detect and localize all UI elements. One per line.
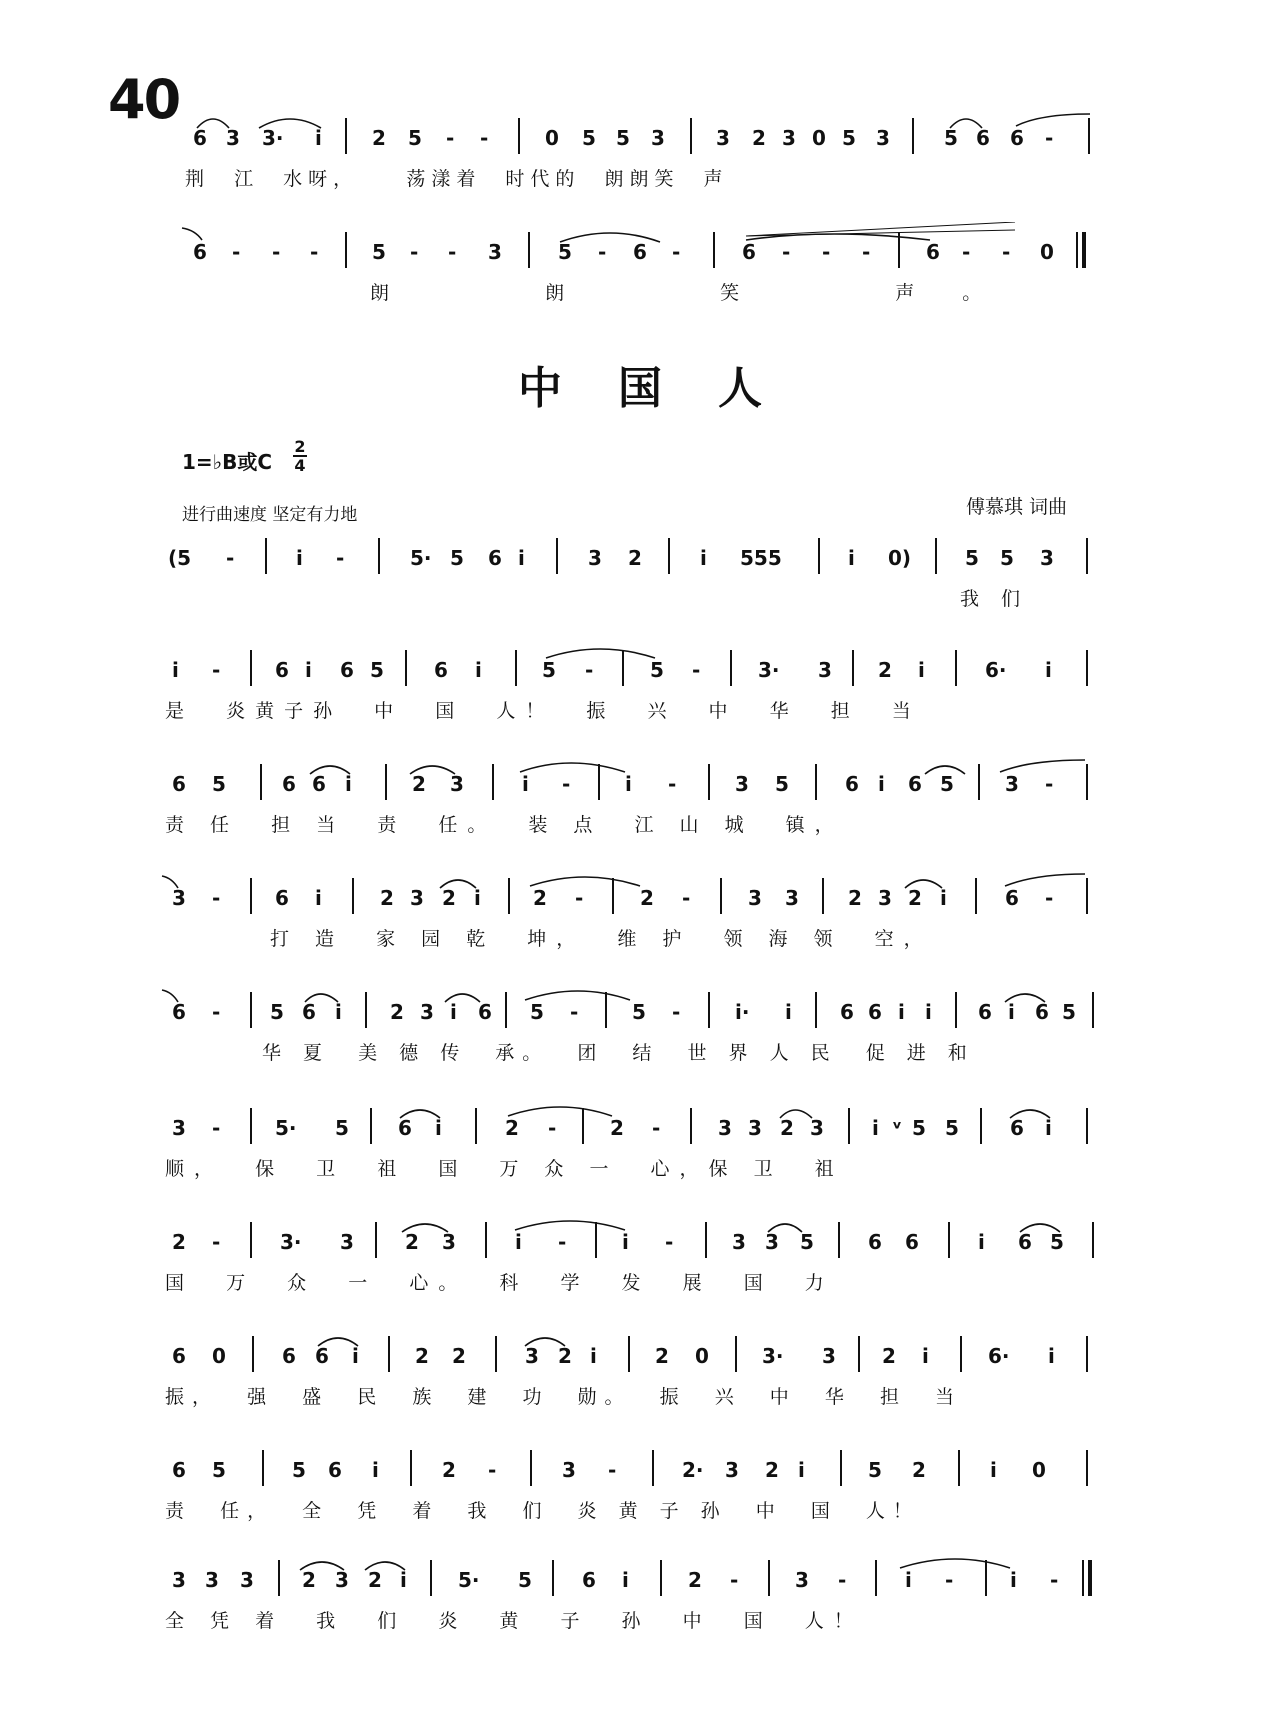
lyrics-line: 我 们 xyxy=(960,588,1029,610)
lyrics-line: 责 任 担 当 责 任。 装 点 江 山 城 镇， xyxy=(165,814,844,836)
notation-line: 6 - 5 6 i 2 3 i 6 5 - 5 - i· i 6 6 i i 6 i 6 5 xyxy=(0,982,1280,1042)
notation-line: 6 0 6 6 i 2 2 3 2 i 2 0 3· 3 2 i 6· i xyxy=(0,1326,1280,1386)
song-row-4 xyxy=(0,868,1280,968)
notation-line: (5 - i - 5· 5 6 i 3 2 i 555 i 0) 5 5 3 xyxy=(0,528,1280,588)
lyrics-line: 打 造 家 园 乾 坤， 维 护 领 海 领 空， xyxy=(270,928,933,950)
tempo-marking: 进行曲速度 坚定有力地 xyxy=(182,505,358,525)
song-row-3 xyxy=(0,754,1280,854)
continuation-row-2 xyxy=(0,222,1280,322)
time-signature: 2 4 xyxy=(294,437,306,475)
notation-line: 6 5 5 6 i 2 - 3 - 2· 3 2 i 5 2 i 0 xyxy=(0,1440,1280,1500)
page-number: 40 xyxy=(108,68,180,131)
notation-line: 6 3 3· i 2 5 - - 0 5 5 3 3 2 3 0 5 3 5 6 6 - xyxy=(0,108,1280,168)
song-row-7 xyxy=(0,1212,1280,1312)
song-row-8 xyxy=(0,1326,1280,1426)
notation-line: 3 3 3 2 3 2 i 5· 5 6 i 2 - 3 - i - i - xyxy=(0,1550,1280,1610)
lyrics-line: 顺， 保 卫 祖 国 万 众 一 心，保 卫 祖 xyxy=(165,1158,844,1180)
notation-line: 6 - - - 5 - - 3 5 - 6 - 6 - - - 6 - - 0 xyxy=(0,222,1280,282)
song-row-5 xyxy=(0,982,1280,1082)
key-signature: 1=♭B或C xyxy=(182,450,273,474)
song-row-10 xyxy=(0,1550,1280,1650)
lyrics-line: 朗 朗 笑 声。 xyxy=(370,282,1030,304)
notation-line: i - 6 i 6 5 6 i 5 - 5 - 3· 3 2 i 6· i xyxy=(0,640,1280,700)
song-title: 中国人 xyxy=(518,363,818,414)
notation-line: 6 5 6 6 i 2 3 i - i - 3 5 6 i 6 5 3 - xyxy=(0,754,1280,814)
composer-credit: 傅慕琪 词曲 xyxy=(966,496,1068,518)
song-row-6 xyxy=(0,1098,1280,1198)
lyrics-line: 华 夏 美 德 传 承。 团 结 世 界 人 民 促 进 和 xyxy=(262,1042,975,1064)
lyrics-line: 振， 强 盛 民 族 建 功 勋。 振 兴 中 华 担 当 xyxy=(165,1386,963,1408)
notation-line: 2 - 3· 3 2 3 i - i - 3 3 5 6 6 i 6 5 xyxy=(0,1212,1280,1272)
lyrics-line: 国 万 众 一 心。 科 学 发 展 国 力 xyxy=(165,1272,834,1294)
notation-line: 3 - 6 i 2 3 2 i 2 - 2 - 3 3 2 3 2 i 6 - xyxy=(0,868,1280,928)
lyrics-line: 是 炎黄子孙 中 国 人！ 振 兴 中 华 担 当 xyxy=(165,700,921,722)
lyrics-line: 责 任， 全 凭 着 我 们 炎 黄 子 孙 中 国 人！ xyxy=(165,1500,920,1522)
lyrics-line: 全 凭 着 我 们 炎 黄 子 孙 中 国 人！ xyxy=(165,1610,863,1632)
song-row-2 xyxy=(0,640,1280,740)
notation-line: 3 - 5· 5 6 i 2 - 2 - 3 3 2 3 i ᵛ 5 5 6 i xyxy=(0,1098,1280,1158)
song-row-1 xyxy=(0,528,1280,628)
lyrics-line: 荆 江 水呀， 荡漾着 时代的 朗朗笑 声 xyxy=(185,168,729,190)
song-row-9 xyxy=(0,1440,1280,1540)
continuation-row-1 xyxy=(0,108,1280,208)
